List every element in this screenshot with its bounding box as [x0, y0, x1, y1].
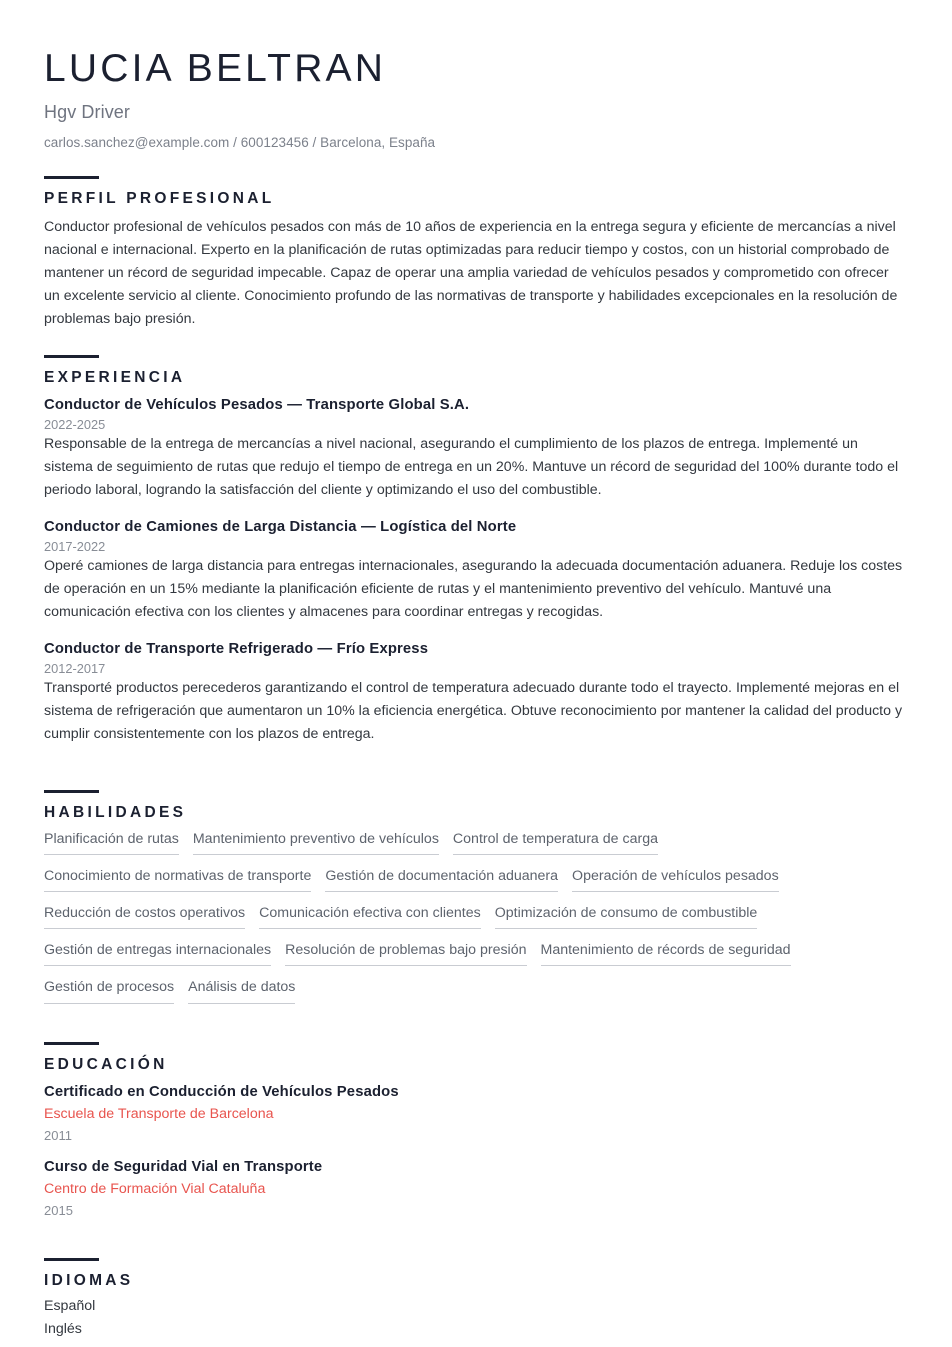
section-title-profile: PERFIL PROFESIONAL	[44, 189, 275, 207]
experience-heading: Conductor de Transporte Refrigerado — Frío Express	[44, 640, 429, 657]
experience-item	[44, 396, 908, 502]
experience-description: Responsable de la entrega de mercancías a nivel nacional, asegurando el cumplimiento de los plazos de entrega. Implementé un sistema de seguimiento de rutas que redujo el tiempo de entrega en un 20%. Mantuve un récord de seguridad del 100% durante todo el periodo laboral, logrando la satisfacción del cliente y optimizando el uso del combustible.	[44, 435, 899, 498]
skill-item: Comunicación efectiva con clientes	[259, 904, 481, 929]
skill-item: Operación de vehículos pesados	[572, 867, 779, 892]
education-degree: Curso de Seguridad Vial en Transporte	[44, 1159, 323, 1176]
experience-heading: Conductor de Camiones de Larga Distancia — Logística del Norte	[44, 518, 517, 535]
resume-header	[44, 48, 908, 150]
education-section	[44, 1042, 908, 1220]
skill-item: Resolución de problemas bajo presión	[285, 941, 526, 966]
language-item: Inglés	[44, 1321, 82, 1338]
section-divider-rule	[44, 1258, 99, 1261]
profile-section	[44, 176, 908, 331]
section-title-experience: EXPERIENCIA	[44, 368, 186, 386]
skill-item: Gestión de procesos	[44, 978, 174, 1003]
experience-item	[44, 518, 908, 624]
skills-section	[44, 790, 908, 1016]
experience-dates: 2012-2017	[44, 660, 106, 676]
experience-item	[44, 640, 908, 746]
experience-description: Transporté productos perecederos garantizando el control de temperatura adecuado durante todo el trayecto. Implementé mejoras en el sistema de refrigeración que aumentaron un 10% la eficiencia energética. Obtuve reconocimiento por mantener la calidad del producto y cumplir consistentemente con los plazos de entrega.	[44, 679, 903, 742]
skill-item: Mantenimiento de récords de seguridad	[541, 941, 791, 966]
skill-item: Control de temperatura de carga	[453, 830, 658, 855]
candidate-name: LUCIA BELTRAN	[44, 47, 387, 90]
skills-list	[44, 830, 908, 1016]
section-title-skills: HABILIDADES	[44, 803, 187, 821]
profile-text: Conductor profesional de vehículos pesados con más de 10 años de experiencia en la entrega segura y eficiente de mercancías a nivel nacional e internacional. Experto en la planificación de rutas optimizadas para reducir tiempo y costos, con un historial comprobado de mantener un récord de seguridad impecable. Capaz de operar una amplia variedad de vehículos pesados y comprometido con ofrecer un excelente servicio al cliente. Conocimiento profundo de las normativas de transporte y habilidades excepcionales en la resolución de problemas bajo presión.	[44, 218, 898, 327]
section-divider-rule	[44, 790, 99, 793]
education-item	[44, 1158, 908, 1220]
experience-description: Operé camiones de larga distancia para entregas internacionales, asegurando la adecuada documentación aduanera. Reduje los costes de operación en un 15% mediante la planificación eficiente de rutas y el mantenimiento preventivo del vehículo. Mantuvé una comunicación efectiva con los clientes y almacenes para coordinar entregas y recogidas.	[44, 557, 903, 620]
section-title-education: EDUCACIÓN	[44, 1055, 168, 1073]
section-divider-rule	[44, 176, 99, 179]
education-item	[44, 1083, 908, 1145]
candidate-job-title: Hgv Driver	[44, 101, 131, 122]
education-degree: Certificado en Conducción de Vehículos Pesados	[44, 1083, 399, 1100]
skill-item: Conocimiento de normativas de transporte	[44, 867, 311, 892]
section-divider-rule	[44, 1042, 99, 1045]
experience-dates: 2022-2025	[44, 416, 106, 432]
skill-item: Gestión de entregas internacionales	[44, 941, 271, 966]
section-divider-rule	[44, 355, 99, 358]
education-school: Escuela de Transporte de Barcelona	[44, 1105, 274, 1122]
skill-item: Análisis de datos	[188, 978, 295, 1003]
skill-item: Reducción de costos operativos	[44, 904, 245, 929]
skill-item: Mantenimiento preventivo de vehículos	[193, 830, 439, 855]
skill-item: Optimización de consumo de combustible	[495, 904, 758, 929]
skill-item: Planificación de rutas	[44, 830, 179, 855]
section-title-languages: IDIOMAS	[44, 1272, 134, 1290]
experience-dates: 2017-2022	[44, 538, 106, 554]
education-school: Centro de Formación Vial Cataluña	[44, 1181, 266, 1198]
education-year: 2015	[44, 1203, 73, 1219]
education-year: 2011	[44, 1127, 72, 1143]
contact-line: carlos.sanchez@example.com / 600123456 / Barcelona, España	[44, 134, 436, 150]
experience-heading: Conductor de Vehículos Pesados — Transporte Global S.A.	[44, 396, 470, 413]
skill-item: Gestión de documentación aduanera	[325, 867, 558, 892]
experience-section	[44, 355, 908, 746]
languages-section	[44, 1258, 908, 1341]
language-item: Español	[44, 1298, 96, 1315]
